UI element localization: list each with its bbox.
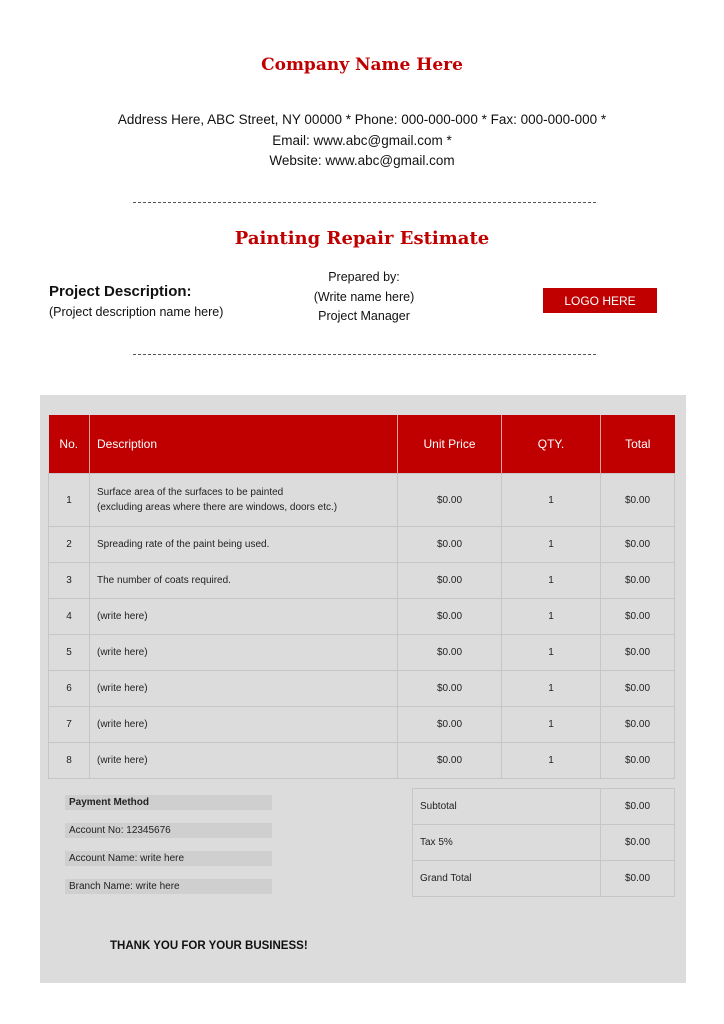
row-qty: 1 — [502, 671, 601, 707]
logo-text: LOGO HERE — [564, 293, 636, 308]
row-unit-price: $0.00 — [398, 671, 502, 707]
table-row — [49, 563, 675, 599]
logo-placeholder — [543, 288, 657, 313]
table-row — [49, 671, 675, 707]
row-total: $0.00 — [601, 599, 675, 635]
grand-total-row — [413, 861, 675, 897]
row-description: (write here) — [90, 599, 398, 635]
header-no: No. — [49, 415, 90, 474]
contact-info — [0, 110, 724, 172]
items-table — [48, 415, 675, 779]
row-total: $0.00 — [601, 474, 675, 527]
row-total: $0.00 — [601, 671, 675, 707]
row-total: $0.00 — [601, 635, 675, 671]
row-no: 8 — [49, 743, 90, 779]
row-description-line1: Surface area of the surfaces to be painted — [97, 487, 284, 498]
row-unit-price: $0.00 — [398, 527, 502, 563]
prepared-by-role: Project Manager — [318, 309, 410, 323]
row-no: 4 — [49, 599, 90, 635]
row-description — [90, 474, 398, 527]
project-description-label: Project Description: — [49, 283, 192, 300]
payment-method-heading: Payment Method — [65, 795, 272, 810]
row-qty: 1 — [502, 474, 601, 527]
row-no: 2 — [49, 527, 90, 563]
row-unit-price: $0.00 — [398, 635, 502, 671]
row-total: $0.00 — [601, 563, 675, 599]
row-total: $0.00 — [601, 743, 675, 779]
email-line: Email: www.abc@gmail.com * — [272, 132, 452, 148]
row-qty: 1 — [502, 599, 601, 635]
tax-value: $0.00 — [601, 825, 675, 861]
row-description-line2: (excluding areas where there are windows, doors etc.) — [97, 502, 338, 513]
row-total: $0.00 — [601, 527, 675, 563]
prepared-by-label: Prepared by: — [328, 270, 400, 284]
row-unit-price: $0.00 — [398, 599, 502, 635]
top-divider — [133, 202, 596, 203]
row-description: (write here) — [90, 671, 398, 707]
bottom-divider — [133, 354, 596, 355]
row-qty: 1 — [502, 743, 601, 779]
totals-table — [412, 788, 675, 897]
table-row — [49, 527, 675, 563]
row-unit-price: $0.00 — [398, 743, 502, 779]
subtotal-row — [413, 789, 675, 825]
grand-total-label: Grand Total — [413, 861, 601, 897]
row-description: The number of coats required. — [90, 563, 398, 599]
prepared-by-block — [284, 268, 444, 327]
row-no: 5 — [49, 635, 90, 671]
branch-name: Branch Name: write here — [65, 879, 272, 894]
account-name: Account Name: write here — [65, 851, 272, 866]
project-description-name: (Project description name here) — [49, 305, 224, 319]
row-no: 1 — [49, 474, 90, 527]
row-no: 3 — [49, 563, 90, 599]
header-description: Description — [90, 415, 398, 474]
row-unit-price: $0.00 — [398, 563, 502, 599]
thank-you-message: THANK YOU FOR YOUR BUSINESS! — [110, 940, 308, 952]
row-unit-price: $0.00 — [398, 707, 502, 743]
row-description: Spreading rate of the paint being used. — [90, 527, 398, 563]
table-row — [49, 743, 675, 779]
row-no: 6 — [49, 671, 90, 707]
subtotal-value: $0.00 — [601, 789, 675, 825]
row-description: (write here) — [90, 743, 398, 779]
row-total: $0.00 — [601, 707, 675, 743]
account-number: Account No: 12345676 — [65, 823, 272, 838]
table-row — [49, 707, 675, 743]
payment-method-block — [65, 795, 272, 907]
company-name: Company Name Here — [261, 55, 463, 75]
table-row — [49, 474, 675, 527]
row-no: 7 — [49, 707, 90, 743]
header-total: Total — [601, 415, 675, 474]
website-line: Website: www.abc@gmail.com — [269, 153, 455, 168]
row-qty: 1 — [502, 707, 601, 743]
table-header-row — [49, 415, 675, 474]
row-qty: 1 — [502, 563, 601, 599]
row-description: (write here) — [90, 707, 398, 743]
address-line: Address Here, ABC Street, NY 00000 * Phone: 000-000-000 * Fax: 000-000-000 * — [117, 112, 607, 127]
row-qty: 1 — [502, 527, 601, 563]
prepared-by-name: (Write name here) — [313, 289, 415, 304]
tax-label: Tax 5% — [413, 825, 601, 861]
subtotal-label: Subtotal — [413, 789, 601, 825]
table-row — [49, 635, 675, 671]
header-unit-price: Unit Price — [398, 415, 502, 474]
document-title: Painting Repair Estimate — [234, 228, 490, 249]
table-row — [49, 599, 675, 635]
row-unit-price: $0.00 — [398, 474, 502, 527]
row-description: (write here) — [90, 635, 398, 671]
header-qty: QTY. — [502, 415, 601, 474]
tax-row — [413, 825, 675, 861]
grand-total-value: $0.00 — [601, 861, 675, 897]
row-qty: 1 — [502, 635, 601, 671]
